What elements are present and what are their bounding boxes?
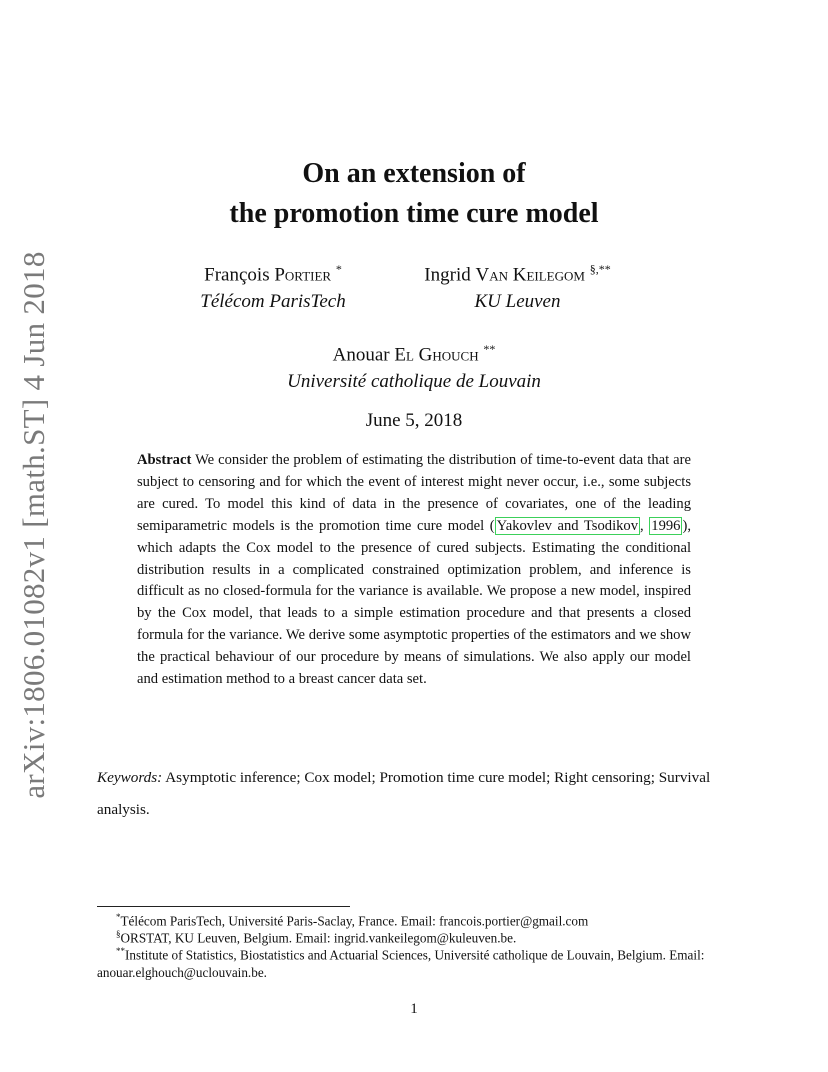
footnote-mark: §	[116, 929, 121, 939]
footnote-mark: *	[116, 912, 121, 922]
abstract-text-start: We consider the problem of estimating the distribution of time-to-event data that are subject to censoring and for which the event of interest might never occur, i.e., some subjects are cured. To model this kind of data in the presence of covariates, one of the leading semiparametric models is the promotion time cure model (	[137, 452, 691, 534]
paper-title-line-2: the promotion time cure model	[229, 198, 599, 229]
arxiv-side-stamp: arXiv:1806.01082v1 [math.ST] 4 Jun 2018	[16, 251, 51, 799]
citation-link-year[interactable]: 1996	[651, 517, 681, 534]
footnote-3	[97, 943, 757, 981]
author-last-name: Portier	[274, 264, 332, 286]
keywords-label: Keywords:	[97, 769, 163, 786]
abstract-label: Abstract	[137, 452, 192, 468]
paper-title-line-1: On an extension of	[302, 158, 526, 189]
author-first-name: Anouar	[332, 344, 390, 366]
footnote-text: Télécom ParisTech, Université Paris-Saclay, France. Email: francois.portier@gmail.com	[120, 913, 589, 929]
author-1	[173, 262, 373, 286]
author-3-affiliation: Université catholique de Louvain	[287, 371, 541, 392]
author-2-affiliation: KU Leuven	[474, 291, 561, 312]
author-first-name: François	[204, 264, 270, 286]
citation-link-authors[interactable]: Yakovlev and Tsodikov	[496, 517, 639, 534]
keywords	[97, 762, 757, 826]
author-first-name: Ingrid	[424, 264, 471, 286]
footnote-mark: **	[116, 946, 125, 956]
footnote-text: Institute of Statistics, Biostatistics and Actuarial Sciences, Université catholique de Louvain, Belgium. Email: anouar.elghouch@uclouvain.be.	[97, 947, 705, 980]
footnote-rule	[97, 906, 350, 907]
author-last-name: Van Keilegom	[475, 264, 585, 286]
page-number: 1	[410, 1001, 418, 1017]
abstract: Abstract We consider the problem of estimating the distribution of time-to-event data that are subject to censoring and for which the event of interest might never occur, i.e., some subjects are cured. To model this kind of data in the presence of covariates, one of the leading semiparametric models is the promotion time cure model ( Yakovlev and Tsodikov , 1996 ), which adapts the Cox model to the presence of cured subjects. Estimating the conditional distribution results in a complicated constrained optimization problem, and inference is difficult as no closed-formula for the variance is available. We propose a new model, inspired by the Cox model, that leads to a simple estimation procedure and that presents a closed formula for the variance. We derive some asymptotic properties of the estimators and we show the practical behaviour of our procedure by means of simulations. We also apply our model and estimation method to a breast cancer data set.	[137, 452, 691, 688]
footnote-text: ORSTAT, KU Leuven, Belgium. Email: ingrid.vankeilegom@kuleuven.be.	[120, 930, 517, 946]
author-1-affiliation: Télécom ParisTech	[200, 291, 346, 312]
author-affiliation-mark: §,**	[589, 262, 611, 276]
author-3	[0, 342, 828, 366]
keywords-text: Asymptotic inference; Cox model; Promotion time cure model; Right censoring; Survival analysis.	[97, 769, 711, 818]
paper-date: June 5, 2018	[365, 410, 463, 431]
author-last-name: El Ghouch	[394, 344, 479, 366]
abstract-text-end: ), which adapts the Cox model to the presence of cured subjects. Estimating the conditional distribution results in a complicated constrained optimization problem, and inference is difficult as no closed-formula for the variance is available. We propose a new model, inspired by the Cox model, that leads to a simple estimation procedure and that presents a closed formula for the variance. We derive some asymptotic properties of the estimators and we show the practical behaviour of our procedure by means of simulations. We also apply our model and estimation method to a breast cancer data set.	[137, 517, 691, 688]
author-2	[395, 262, 640, 286]
author-affiliation-mark: **	[483, 342, 496, 356]
author-affiliation-mark: *	[335, 262, 342, 276]
